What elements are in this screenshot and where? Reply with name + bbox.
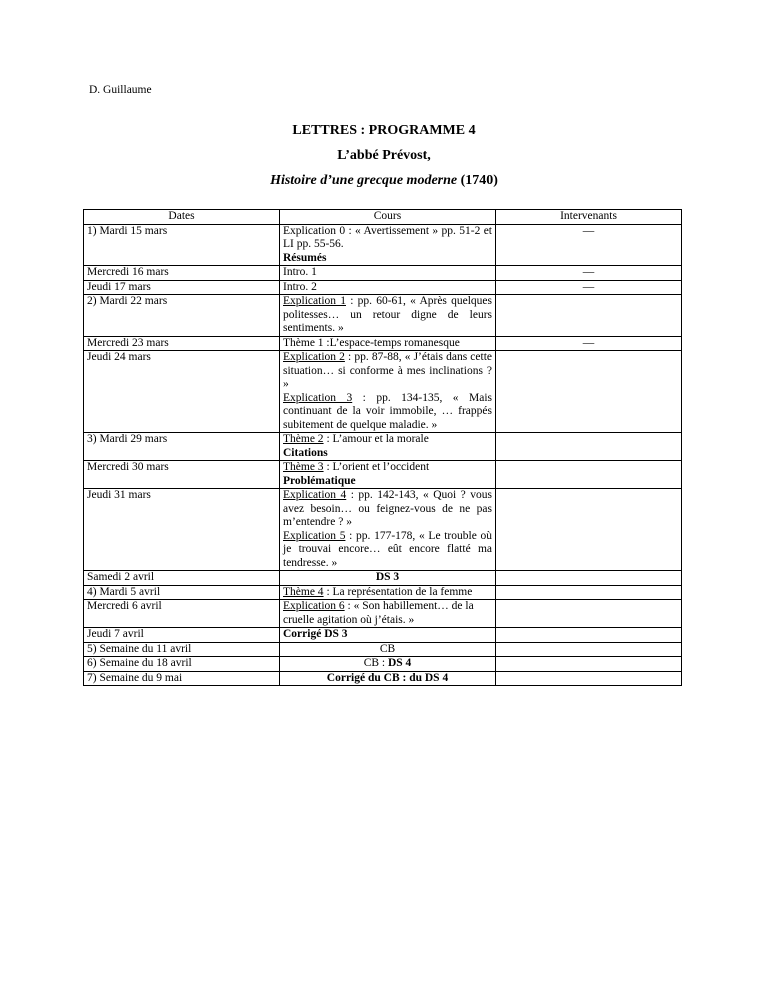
cours-cell — [280, 351, 496, 433]
table-row — [84, 280, 682, 295]
intervenant-cell — [496, 336, 682, 351]
table-row — [84, 628, 682, 643]
intervenant-dash: — — [582, 224, 595, 237]
cours-text: : « Son habillement… de la cruelle agitation où j’étais. » — [283, 600, 474, 626]
table-row — [84, 351, 682, 433]
cours-cell: Intro. 1 — [280, 266, 496, 281]
table-row — [84, 642, 682, 657]
date-cell: 2) Mardi 22 mars — [84, 295, 280, 337]
intervenant-cell — [496, 571, 682, 586]
cours-cell — [280, 224, 496, 266]
table-row — [84, 295, 682, 337]
date-cell: Jeudi 24 mars — [84, 351, 280, 433]
document-title: LETTRES : PROGRAMME 4 — [292, 123, 476, 138]
intervenant-dash — [499, 628, 678, 642]
date-cell: Jeudi 17 mars — [84, 280, 280, 295]
cours-label: Thème 2 — [283, 433, 324, 445]
cours-label: Thème 4 — [283, 585, 324, 598]
header-dates: Dates — [84, 210, 280, 225]
cours-cell — [280, 600, 496, 628]
cours-label: Explication 0 — [283, 224, 346, 237]
cours-cell: Corrigé DS 3 — [280, 628, 496, 643]
intervenant-dash — [499, 351, 678, 365]
date-cell: 5) Semaine du 11 avril — [84, 642, 280, 657]
table-row — [84, 585, 682, 600]
author-name: D. Guillaume — [89, 84, 152, 96]
cours-bold: Résumés — [283, 251, 327, 264]
cours-cell: Intro. 2 — [280, 280, 496, 295]
date-cell: Mercredi 30 mars — [84, 461, 280, 489]
cours-bold: DS 4 — [387, 657, 412, 669]
intervenant-dash — [499, 586, 678, 600]
cours-cell — [280, 657, 496, 672]
date-cell: Jeudi 7 avril — [84, 628, 280, 643]
table-row — [84, 489, 682, 571]
intervenant-cell — [496, 351, 682, 433]
intervenant-dash — [499, 461, 678, 475]
cours-cell — [280, 489, 496, 571]
intervenant-cell — [496, 489, 682, 571]
intervenant-dash — [499, 643, 678, 657]
table-row — [84, 433, 682, 461]
table-row — [84, 657, 682, 672]
date-cell: Mercredi 23 mars — [84, 336, 280, 351]
intervenant-dash — [499, 600, 678, 614]
intervenant-dash — [499, 489, 678, 503]
cours-label: Thème 3 — [283, 461, 324, 473]
date-cell: Samedi 2 avril — [84, 571, 280, 586]
cours-cell — [280, 295, 496, 337]
cours-text: : pp. 60-61, « Après quelques politesses… un retour digne de leurs sentiments. » — [283, 295, 493, 334]
date-cell: 3) Mardi 29 mars — [84, 433, 280, 461]
cours-label: Explication 2 — [283, 351, 345, 363]
cours-text: : pp. 142-143, « Quoi ? vous avez besoin… ou feignez-vous de ne pas m’entendre ? » — [283, 489, 492, 528]
program-table — [83, 209, 682, 686]
cours-label: Explication 4 — [283, 489, 347, 501]
table-row — [84, 266, 682, 281]
intervenant-cell — [496, 280, 682, 295]
work-year: (1740) — [457, 173, 498, 188]
intervenant-cell — [496, 433, 682, 461]
intervenant-dash: — — [582, 336, 595, 349]
work-title-italic: Histoire d’une grecque moderne — [270, 173, 458, 188]
cours-cell: DS 3 — [280, 571, 496, 586]
cours-bold: Citations — [283, 446, 328, 459]
intervenant-dash: — — [582, 266, 595, 278]
table-row — [84, 336, 682, 351]
table-row — [84, 600, 682, 628]
intervenant-dash — [499, 433, 678, 447]
intervenant-cell — [496, 266, 682, 281]
date-cell: 1) Mardi 15 mars — [84, 224, 280, 266]
cours-cell — [280, 461, 496, 489]
date-cell: 6) Semaine du 18 avril — [84, 657, 280, 672]
cours-text: : L’amour et la morale — [323, 433, 429, 445]
cours-label: Explication 1 — [283, 295, 346, 307]
intervenant-cell — [496, 295, 682, 337]
intervenant-cell — [496, 628, 682, 643]
table-header-row — [84, 210, 682, 225]
cours-cell — [280, 585, 496, 600]
cours-label: Explication 6 — [283, 600, 345, 612]
table-row — [84, 571, 682, 586]
table-row — [84, 671, 682, 686]
intervenant-dash — [499, 571, 678, 585]
cours-bold: Problématique — [283, 474, 356, 487]
cours-label: Explication 3 — [283, 391, 353, 404]
date-cell: Jeudi 31 mars — [84, 489, 280, 571]
intervenant-cell — [496, 461, 682, 489]
date-cell: Mercredi 16 mars — [84, 266, 280, 281]
intervenant-cell — [496, 642, 682, 657]
intervenant-cell — [496, 224, 682, 266]
table-row — [84, 461, 682, 489]
author-subtitle: L’abbé Prévost, — [337, 148, 431, 163]
intervenant-cell — [496, 600, 682, 628]
cours-text: CB : — [363, 657, 388, 669]
header-intervenants: Intervenants — [496, 210, 682, 225]
work-title — [0, 173, 768, 189]
date-cell: 4) Mardi 5 avril — [84, 585, 280, 600]
intervenant-dash — [499, 295, 678, 309]
date-cell: 7) Semaine du 9 mai — [84, 671, 280, 686]
cours-text: : La représentation de la femme — [323, 585, 473, 598]
cours-cell: Thème 1 :L’espace-temps romanesque — [280, 336, 496, 351]
cours-cell — [280, 433, 496, 461]
intervenant-cell — [496, 671, 682, 686]
table-row — [84, 224, 682, 266]
cours-text: : pp. 87-88, « J’étais dans cette situation… si conforme à mes inclinations ? » — [283, 351, 493, 390]
intervenant-cell — [496, 657, 682, 672]
cours-cell: Corrigé du CB : du DS 4 — [280, 671, 496, 686]
intervenant-dash: — — [582, 280, 595, 293]
cours-text: : pp. 134-135, « Mais continuant de la voir immobile, … frappés subitement de quelque maladie. » — [283, 391, 492, 431]
cours-label: Explication 5 — [283, 529, 346, 542]
cours-cell: CB — [280, 642, 496, 657]
date-cell: Mercredi 6 avril — [84, 600, 280, 628]
intervenant-dash — [499, 657, 678, 671]
cours-text: : pp. 177-178, « Le trouble où je trouvai encore… eût encore flatté ma tendresse. » — [283, 529, 492, 569]
header-cours: Cours — [280, 210, 496, 225]
cours-text: : L’orient et l’occident — [323, 461, 430, 473]
intervenant-cell — [496, 585, 682, 600]
intervenant-dash — [499, 672, 678, 686]
cours-text: : « Avertissement » pp. 51-2 et LI pp. 55-56. — [283, 224, 493, 250]
